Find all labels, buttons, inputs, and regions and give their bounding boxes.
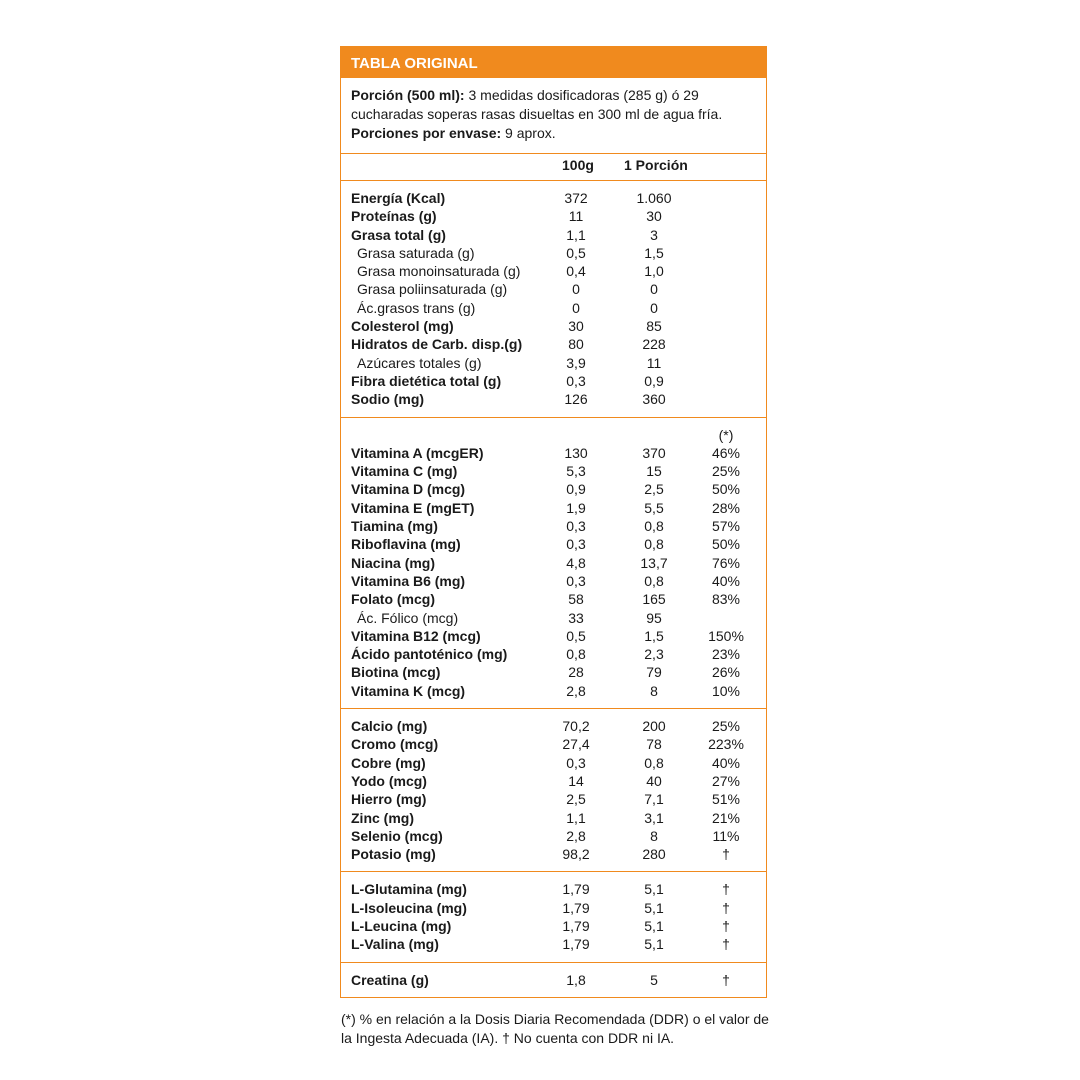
table-row <box>341 299 766 317</box>
nutrient-name: Vitamina E (mgET) <box>351 499 475 516</box>
nutrient-name: Calcio (mg) <box>351 718 428 735</box>
nutrient-name: Grasa poliinsaturada (g) <box>357 281 508 298</box>
value-portion: 7,1 <box>644 791 664 808</box>
table-section <box>341 418 766 709</box>
value-portion: 78 <box>646 736 662 753</box>
nutrient-name: Zinc (mg) <box>351 809 414 826</box>
value-portion: 5,5 <box>644 499 664 516</box>
nutrient-name: Proteínas (g) <box>351 208 437 225</box>
value-100g: 372 <box>564 190 588 206</box>
nutrition-table <box>340 46 767 998</box>
value-100g: 0,3 <box>566 536 586 553</box>
value-percent: 57% <box>711 518 741 535</box>
nutrient-name: Sodio (mg) <box>351 391 425 408</box>
value-100g: 1,1 <box>566 809 586 826</box>
value-percent: 51% <box>711 791 741 808</box>
value-100g: 5,3 <box>566 463 586 480</box>
value-percent: 27% <box>711 772 741 789</box>
value-percent: 23% <box>711 646 741 663</box>
table-row <box>341 317 766 335</box>
value-portion: 5,1 <box>644 917 664 934</box>
value-100g: 0,5 <box>566 244 586 261</box>
value-portion: 0,8 <box>644 518 664 535</box>
table-row <box>341 735 766 753</box>
value-100g: 28 <box>568 664 584 681</box>
value-100g: 33 <box>568 609 584 626</box>
value-portion: 360 <box>642 391 666 408</box>
value-portion: 30 <box>646 208 662 225</box>
nutrient-name: Selenio (mcg) <box>351 827 443 844</box>
table-row <box>341 244 766 262</box>
value-percent: 50% <box>711 481 741 498</box>
value-percent: 10% <box>711 682 741 699</box>
value-portion: 1,0 <box>644 263 664 280</box>
value-percent: 83% <box>711 591 741 608</box>
nutrient-name: L-Isoleucina (mg) <box>351 899 467 916</box>
nutrient-name: Biotina (mcg) <box>351 664 441 681</box>
value-100g: 1,9 <box>566 499 586 516</box>
value-percent: 28% <box>711 499 741 516</box>
value-percent: † <box>722 899 730 916</box>
table-row <box>341 627 766 645</box>
value-100g: 0 <box>572 299 580 316</box>
value-portion: 8 <box>650 827 658 844</box>
value-percent: 11% <box>712 827 740 844</box>
table-row <box>341 899 766 917</box>
value-percent: 223% <box>708 736 744 753</box>
nutrient-name: Ác. Fólico (mcg) <box>357 609 459 626</box>
table-row <box>341 754 766 772</box>
value-portion: 3,1 <box>644 809 664 826</box>
value-percent: † <box>722 881 730 898</box>
value-portion: 85 <box>646 318 662 335</box>
value-100g: 0,8 <box>566 646 586 663</box>
value-portion: 5 <box>650 971 658 988</box>
nutrient-name: Yodo (mcg) <box>351 772 427 789</box>
nutrient-name: Vitamina B6 (mg) <box>351 572 466 589</box>
table-row <box>341 354 766 372</box>
table-row <box>341 280 766 298</box>
table-row <box>341 372 766 390</box>
table-row <box>341 480 766 498</box>
nutrient-name: L-Glutamina (mg) <box>351 881 467 898</box>
value-100g: 3,9 <box>566 354 586 371</box>
column-headers <box>341 154 766 181</box>
table-row <box>341 207 766 225</box>
table-row <box>341 663 766 681</box>
value-portion: 280 <box>642 846 666 863</box>
value-portion: 0,8 <box>644 536 664 553</box>
nutrient-name: Cobre (mg) <box>351 754 426 771</box>
nutrient-name: Creatina (g) <box>351 971 429 988</box>
value-100g: 0,5 <box>566 627 586 644</box>
nutrient-name: Vitamina C (mg) <box>351 463 458 480</box>
nutrient-name: Ác.grasos trans (g) <box>357 299 476 316</box>
value-100g: 4,8 <box>566 554 586 571</box>
table-row <box>341 845 766 863</box>
table-row <box>341 390 766 408</box>
table-row <box>341 189 766 207</box>
value-portion: 5,1 <box>644 881 664 898</box>
table-row <box>341 880 766 898</box>
table-row <box>341 444 766 462</box>
value-100g: 126 <box>564 391 588 408</box>
nutrient-name: Folato (mcg) <box>351 591 435 608</box>
value-portion: 165 <box>642 591 666 608</box>
servings-label: Porciones por envase: <box>351 125 502 141</box>
value-percent: 46% <box>711 444 741 461</box>
value-100g: 0,3 <box>566 754 586 771</box>
nutrient-name: Riboflavina (mg) <box>351 536 461 553</box>
value-percent: 21% <box>711 809 741 826</box>
value-percent: † <box>722 971 730 988</box>
value-100g: 0,9 <box>566 481 586 498</box>
table-row <box>341 499 766 517</box>
table-row <box>341 554 766 572</box>
nutrient-name: Tiamina (mg) <box>351 518 438 535</box>
nutrient-name: Energía (Kcal) <box>351 190 446 206</box>
table-row <box>341 917 766 935</box>
table-row <box>341 609 766 627</box>
value-100g: 0,3 <box>566 518 586 535</box>
table-row <box>341 971 766 989</box>
value-percent: † <box>722 917 730 934</box>
value-percent: 26% <box>711 664 741 681</box>
table-row <box>341 790 766 808</box>
value-100g: 0,3 <box>566 572 586 589</box>
table-body <box>341 181 766 997</box>
portion-text: 3 medidas dosificadoras (285 g) ó 29 cucharadas soperas rasas disueltas en 300 ml de agua fría. <box>351 87 723 122</box>
value-100g: 98,2 <box>562 846 590 863</box>
table-row <box>341 772 766 790</box>
table-row <box>341 645 766 663</box>
table-row <box>341 717 766 735</box>
value-portion: 0 <box>650 281 658 298</box>
value-portion: 11 <box>646 354 662 371</box>
value-100g: 80 <box>568 336 584 353</box>
table-section <box>341 181 766 418</box>
value-percent: 25% <box>711 718 741 735</box>
nutrient-name: Vitamina B12 (mcg) <box>351 627 481 644</box>
value-portion: 200 <box>642 718 666 735</box>
value-100g: 1,79 <box>562 936 590 953</box>
nutrient-name: Hidratos de Carb. disp.(g) <box>351 336 523 353</box>
table-row <box>341 262 766 280</box>
nutrient-name: Vitamina A (mcgER) <box>351 444 484 461</box>
nutrient-name: Grasa saturada (g) <box>357 244 475 261</box>
value-portion: 15 <box>646 463 662 480</box>
value-percent: 50% <box>711 536 741 553</box>
table-row <box>341 517 766 535</box>
value-100g: 11 <box>568 208 584 225</box>
nutrient-name: Ácido pantoténico (mg) <box>351 646 508 663</box>
value-percent: 150% <box>708 627 744 644</box>
value-portion: 0,9 <box>644 372 664 389</box>
nutrient-name: Potasio (mg) <box>351 846 436 863</box>
value-100g: 1,8 <box>566 971 586 988</box>
value-portion: 2,5 <box>644 481 664 498</box>
table-row <box>341 335 766 353</box>
nutrient-name: L-Valina (mg) <box>351 936 439 953</box>
table-section <box>341 963 766 997</box>
table-title: TABLA ORIGINAL <box>341 47 766 78</box>
value-100g: 1,79 <box>562 881 590 898</box>
value-100g: 130 <box>564 444 588 461</box>
value-portion: 8 <box>650 682 658 699</box>
value-percent: 40% <box>711 754 741 771</box>
value-portion: 1,5 <box>644 244 664 261</box>
value-100g: 2,5 <box>566 791 586 808</box>
value-portion: 1.060 <box>636 190 672 206</box>
portion-info <box>341 78 766 154</box>
value-portion: 2,3 <box>644 646 664 663</box>
value-100g: 1,1 <box>566 226 586 243</box>
table-row <box>341 535 766 553</box>
table-row <box>341 935 766 953</box>
footnote: (*) % en relación a la Dosis Diaria Recomendada (DDR) o el valor de la Ingesta Adecuada (IA). † No cuenta con DDR ni IA. <box>341 1011 769 1046</box>
value-portion: 0,8 <box>644 572 664 589</box>
value-100g: 2,8 <box>566 827 586 844</box>
value-100g: 27,4 <box>562 736 590 753</box>
table-row <box>341 682 766 700</box>
nutrient-name: Vitamina K (mcg) <box>351 682 466 699</box>
value-100g: 1,79 <box>562 899 590 916</box>
value-100g: 1,79 <box>562 917 590 934</box>
nutrient-name: Cromo (mcg) <box>351 736 439 753</box>
value-portion: 228 <box>642 336 666 353</box>
value-100g: 58 <box>568 591 584 608</box>
nutrient-name: Grasa monoinsaturada (g) <box>357 263 521 280</box>
value-portion: 3 <box>650 226 658 243</box>
value-portion: 370 <box>642 444 666 461</box>
value-100g: 70,2 <box>562 718 590 735</box>
nutrient-name: Colesterol (mg) <box>351 318 454 335</box>
value-percent: † <box>722 936 730 953</box>
table-row <box>341 590 766 608</box>
servings-value: 9 aprox. <box>501 125 556 141</box>
table-row <box>341 426 766 444</box>
table-section <box>341 872 766 962</box>
value-100g: 0 <box>572 281 580 298</box>
value-portion: 0,8 <box>644 754 664 771</box>
table-row <box>341 226 766 244</box>
value-portion: 13,7 <box>640 554 668 571</box>
value-percent: 40% <box>711 572 741 589</box>
value-percent: 76% <box>711 554 741 571</box>
value-portion: 1,5 <box>644 627 664 644</box>
value-100g: 2,8 <box>566 682 586 699</box>
nutrient-name: Fibra dietética total (g) <box>351 372 502 389</box>
value-percent: 25% <box>711 463 741 480</box>
value-percent: † <box>722 846 730 863</box>
value-portion: 40 <box>646 772 662 789</box>
value-portion: 5,1 <box>644 936 664 953</box>
value-100g: 0,3 <box>566 372 586 389</box>
table-row <box>341 462 766 480</box>
table-row <box>341 809 766 827</box>
value-percent: (*) <box>718 426 734 443</box>
nutrient-name: Grasa total (g) <box>351 226 446 243</box>
portion-label: Porción (500 ml): <box>351 87 465 103</box>
value-portion: 95 <box>646 609 662 626</box>
table-row <box>341 572 766 590</box>
value-100g: 30 <box>568 318 584 335</box>
nutrient-name: Azúcares totales (g) <box>357 354 482 371</box>
table-row <box>341 827 766 845</box>
nutrient-name: L-Leucina (mg) <box>351 917 452 934</box>
value-100g: 14 <box>568 772 584 789</box>
column-header-100g: 100g <box>562 157 594 173</box>
nutrient-name: Vitamina D (mcg) <box>351 481 466 498</box>
value-portion: 79 <box>646 664 662 681</box>
nutrient-name: Hierro (mg) <box>351 791 427 808</box>
column-header-portion: 1 Porción <box>624 157 688 173</box>
value-100g: 0,4 <box>566 263 586 280</box>
value-portion: 0 <box>650 299 658 316</box>
nutrient-name: Niacina (mg) <box>351 554 436 571</box>
value-portion: 5,1 <box>644 899 664 916</box>
table-section <box>341 709 766 872</box>
